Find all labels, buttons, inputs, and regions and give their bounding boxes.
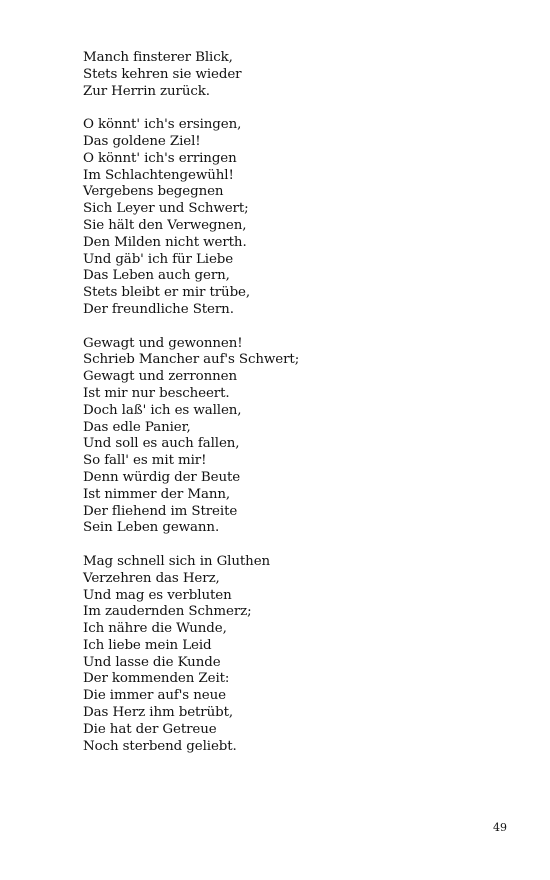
poem-line: Manch finsterer Blick, xyxy=(83,50,233,65)
poem-line: Im Schlachtengewühl! xyxy=(83,167,234,183)
poem-line: Stets bleibt er mir trübe, xyxy=(83,285,251,301)
stanza-4 xyxy=(83,554,503,756)
poem-line: Ist mir nur bescheert. xyxy=(83,385,230,401)
stanza-1 xyxy=(83,50,503,100)
poem-line: Im zaudernden Schmerz; xyxy=(83,604,252,620)
poem-line: Schrieb Mancher auf's Schwert; xyxy=(83,352,300,368)
poem-line: Denn würdig der Beute xyxy=(83,469,241,485)
poem-line: Der fliehend im Streite xyxy=(83,503,238,519)
poem-text xyxy=(83,50,503,772)
poem-line: Die hat der Getreue xyxy=(83,721,217,737)
stanza-3 xyxy=(83,336,503,538)
poem-line: Und mag es verbluten xyxy=(83,587,232,603)
poem-line: Der kommenden Zeit: xyxy=(83,671,230,687)
poem-line: Noch sterbend geliebt. xyxy=(83,738,237,754)
poem-line: Und lasse die Kunde xyxy=(83,654,221,670)
poem-line: Stets kehren sie wieder xyxy=(83,66,242,82)
poem-line: Die immer auf's neue xyxy=(83,688,226,704)
poem-line: Den Milden nicht werth. xyxy=(83,234,247,250)
poem-line: Gewagt und zerronnen xyxy=(83,369,237,385)
poem-line: Das goldene Ziel! xyxy=(83,133,201,149)
poem-line: O könnt' ich's ersingen, xyxy=(83,117,242,133)
poem-line: Ist nimmer der Mann, xyxy=(83,486,231,502)
poem-line: Sie hält den Verwegnen, xyxy=(83,217,247,233)
poem-line: Ich liebe mein Leid xyxy=(83,637,212,653)
poem-line: Das edle Panier, xyxy=(83,419,191,435)
page-number: 49 xyxy=(493,821,507,834)
poem-line: Gewagt und gewonnen! xyxy=(83,335,243,351)
poem-line: Sich Leyer und Schwert; xyxy=(83,201,249,217)
poem-line: Vergebens begegnen xyxy=(83,184,224,200)
poem-line: Ich nähre die Wunde, xyxy=(83,621,227,637)
poem-line: Das Leben auch gern, xyxy=(83,268,230,284)
poem-line: Das Herz ihm betrübt, xyxy=(83,705,234,721)
poem-line: Und soll es auch fallen, xyxy=(83,436,240,452)
poem-line: Sein Leben gewann. xyxy=(83,520,220,536)
poem-line: Verzehren das Herz, xyxy=(83,570,220,586)
poem-line: Zur Herrin zurück. xyxy=(83,83,210,99)
poem-line: O könnt' ich's erringen xyxy=(83,150,237,166)
poem-line: So fall' es mit mir! xyxy=(83,453,207,469)
poem-line: Und gäb' ich für Liebe xyxy=(83,251,234,267)
poem-line: Der freundliche Stern. xyxy=(83,301,234,317)
poem-line: Doch laß' ich es wallen, xyxy=(83,402,242,418)
stanza-2 xyxy=(83,117,503,319)
poem-line: Mag schnell sich in Gluthen xyxy=(83,553,271,569)
